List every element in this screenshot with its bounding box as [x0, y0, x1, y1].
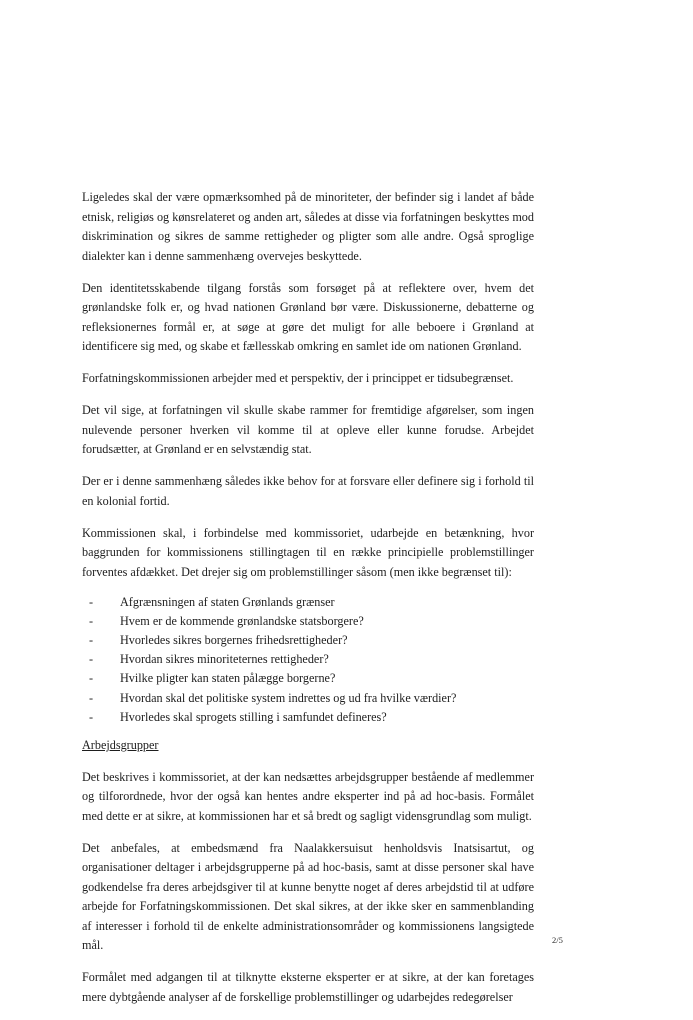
bullet-dash: -: [89, 709, 94, 724]
paragraph-report: Kommissionen skal, i forbindelse med kommissoriet, udarbejde en betænkning, hvor baggrunden for kommissionens stillingtagen til en række principielle problemstillinger forventes afdækket. Det drejer sig om problemstillinger såsom (men ikke begrænset til):: [82, 525, 534, 579]
list-item: [82, 593, 534, 612]
document-body: [82, 188, 534, 1020]
list-item-text: Hvordan sikres minoriteternes rettigheder?: [120, 652, 329, 667]
list-item-text: Hvordan skal det politiske system indrettes og ud fra hvilke værdier?: [120, 690, 457, 705]
bullet-dash: -: [89, 652, 94, 667]
bullet-dash: -: [89, 690, 94, 705]
list-item-text: Hvem er de kommende grønlandske statsborgere?: [120, 613, 364, 628]
bullet-dash: -: [89, 594, 94, 609]
issues-list: [82, 593, 534, 727]
paragraph-recommendation: Det anbefales, at embedsmænd fra Naalakkersuisut henholdsvis Inatsisartut, og organisationer deltager i arbejdsgrupperne på ad hoc-basis, samt at disse personer skal have godkendelse fra deres arbejdsgiver til at kunne benytte noget af deres arbejdstid til at udføre arbejde for Forfatningskommissionen. Det skal sikres, at der ikke sker en sammenblanding af interesser i forhold til de enkelte administrationsområder og kommissionens langsigtede mål.: [82, 840, 534, 953]
bullet-dash: -: [89, 671, 94, 686]
bullet-dash: -: [89, 632, 94, 647]
list-item-text: Hvorledes sikres borgernes frihedsrettigheder?: [120, 632, 348, 647]
paragraph-colonial-past: Der er i denne sammenhæng således ikke behov for at forsvare eller definere sig i forhold til en kolonial fortid.: [82, 474, 534, 508]
list-item: [82, 669, 534, 688]
bullet-dash: -: [89, 613, 94, 628]
paragraph-identity: Den identitetsskabende tilgang forstås som forsøget på at reflektere over, hvem det grønlandske folk er, og hvad nationen Grønland bør være. Diskussionerne, debatterne og refleksionernes formål er, at søge at gøre det muligt for alle beboere i Grønland at identificere sig med, og skabe et fællesskab omkring en samlet ide om nationen Grønland.: [82, 280, 534, 353]
list-item: [82, 650, 534, 669]
list-item-text: Afgrænsningen af staten Grønlands grænser: [120, 594, 335, 609]
list-item-text: Hvorledes skal sprogets stilling i samfundet defineres?: [120, 709, 387, 724]
paragraph-minorities: Ligeledes skal der være opmærksomhed på de minoriteter, der befinder sig i landet af både etnisk, religiøs og kønsrelateret og anden art, således at disse via forfatningen beskyttes mod diskrimination og sikres de samme rettigheder og pligter som alle andre. Også sproglige dialekter kan i denne sammenhæng overvejes beskyttede.: [82, 190, 534, 263]
page-number: 2/5: [552, 935, 563, 945]
list-item: [82, 612, 534, 631]
paragraph-working-groups: Det beskrives i kommissoriet, at der kan nedsættes arbejdsgrupper bestående af medlemmer og tilforordnede, hvor der også kan hentes andre eksperter ind på ad hoc-basis. Formålet med dette er at sikre, at kommissionen har et så bredt og sagligt vidensgrundlag som muligt.: [82, 769, 534, 823]
list-item: [82, 631, 534, 650]
list-item: [82, 689, 534, 708]
list-item-text: Hvilke pligter kan staten pålægge borgerne?: [120, 671, 336, 686]
paragraph-external-experts: Formålet med adgangen til at tilknytte eksterne eksperter er at sikre, at der kan foretages mere dybtgående analyser af de forskellige problemstillinger og udarbejdes redegørelser: [82, 970, 534, 1004]
list-item: [82, 708, 534, 727]
paragraph-perspective: Forfatningskommissionen arbejder med et perspektiv, der i princippet er tidsubegrænset.: [82, 371, 514, 385]
paragraph-future-framework: Det vil sige, at forfatningen vil skulle skabe rammer for fremtidige afgørelser, som ingen nulevende personer hverken vil komme til at opleve eller kunne forudse. Arbejdet forudsætter, at Grønland er en selvstændig stat.: [82, 403, 534, 456]
section-heading: Arbejdsgrupper: [82, 737, 159, 752]
